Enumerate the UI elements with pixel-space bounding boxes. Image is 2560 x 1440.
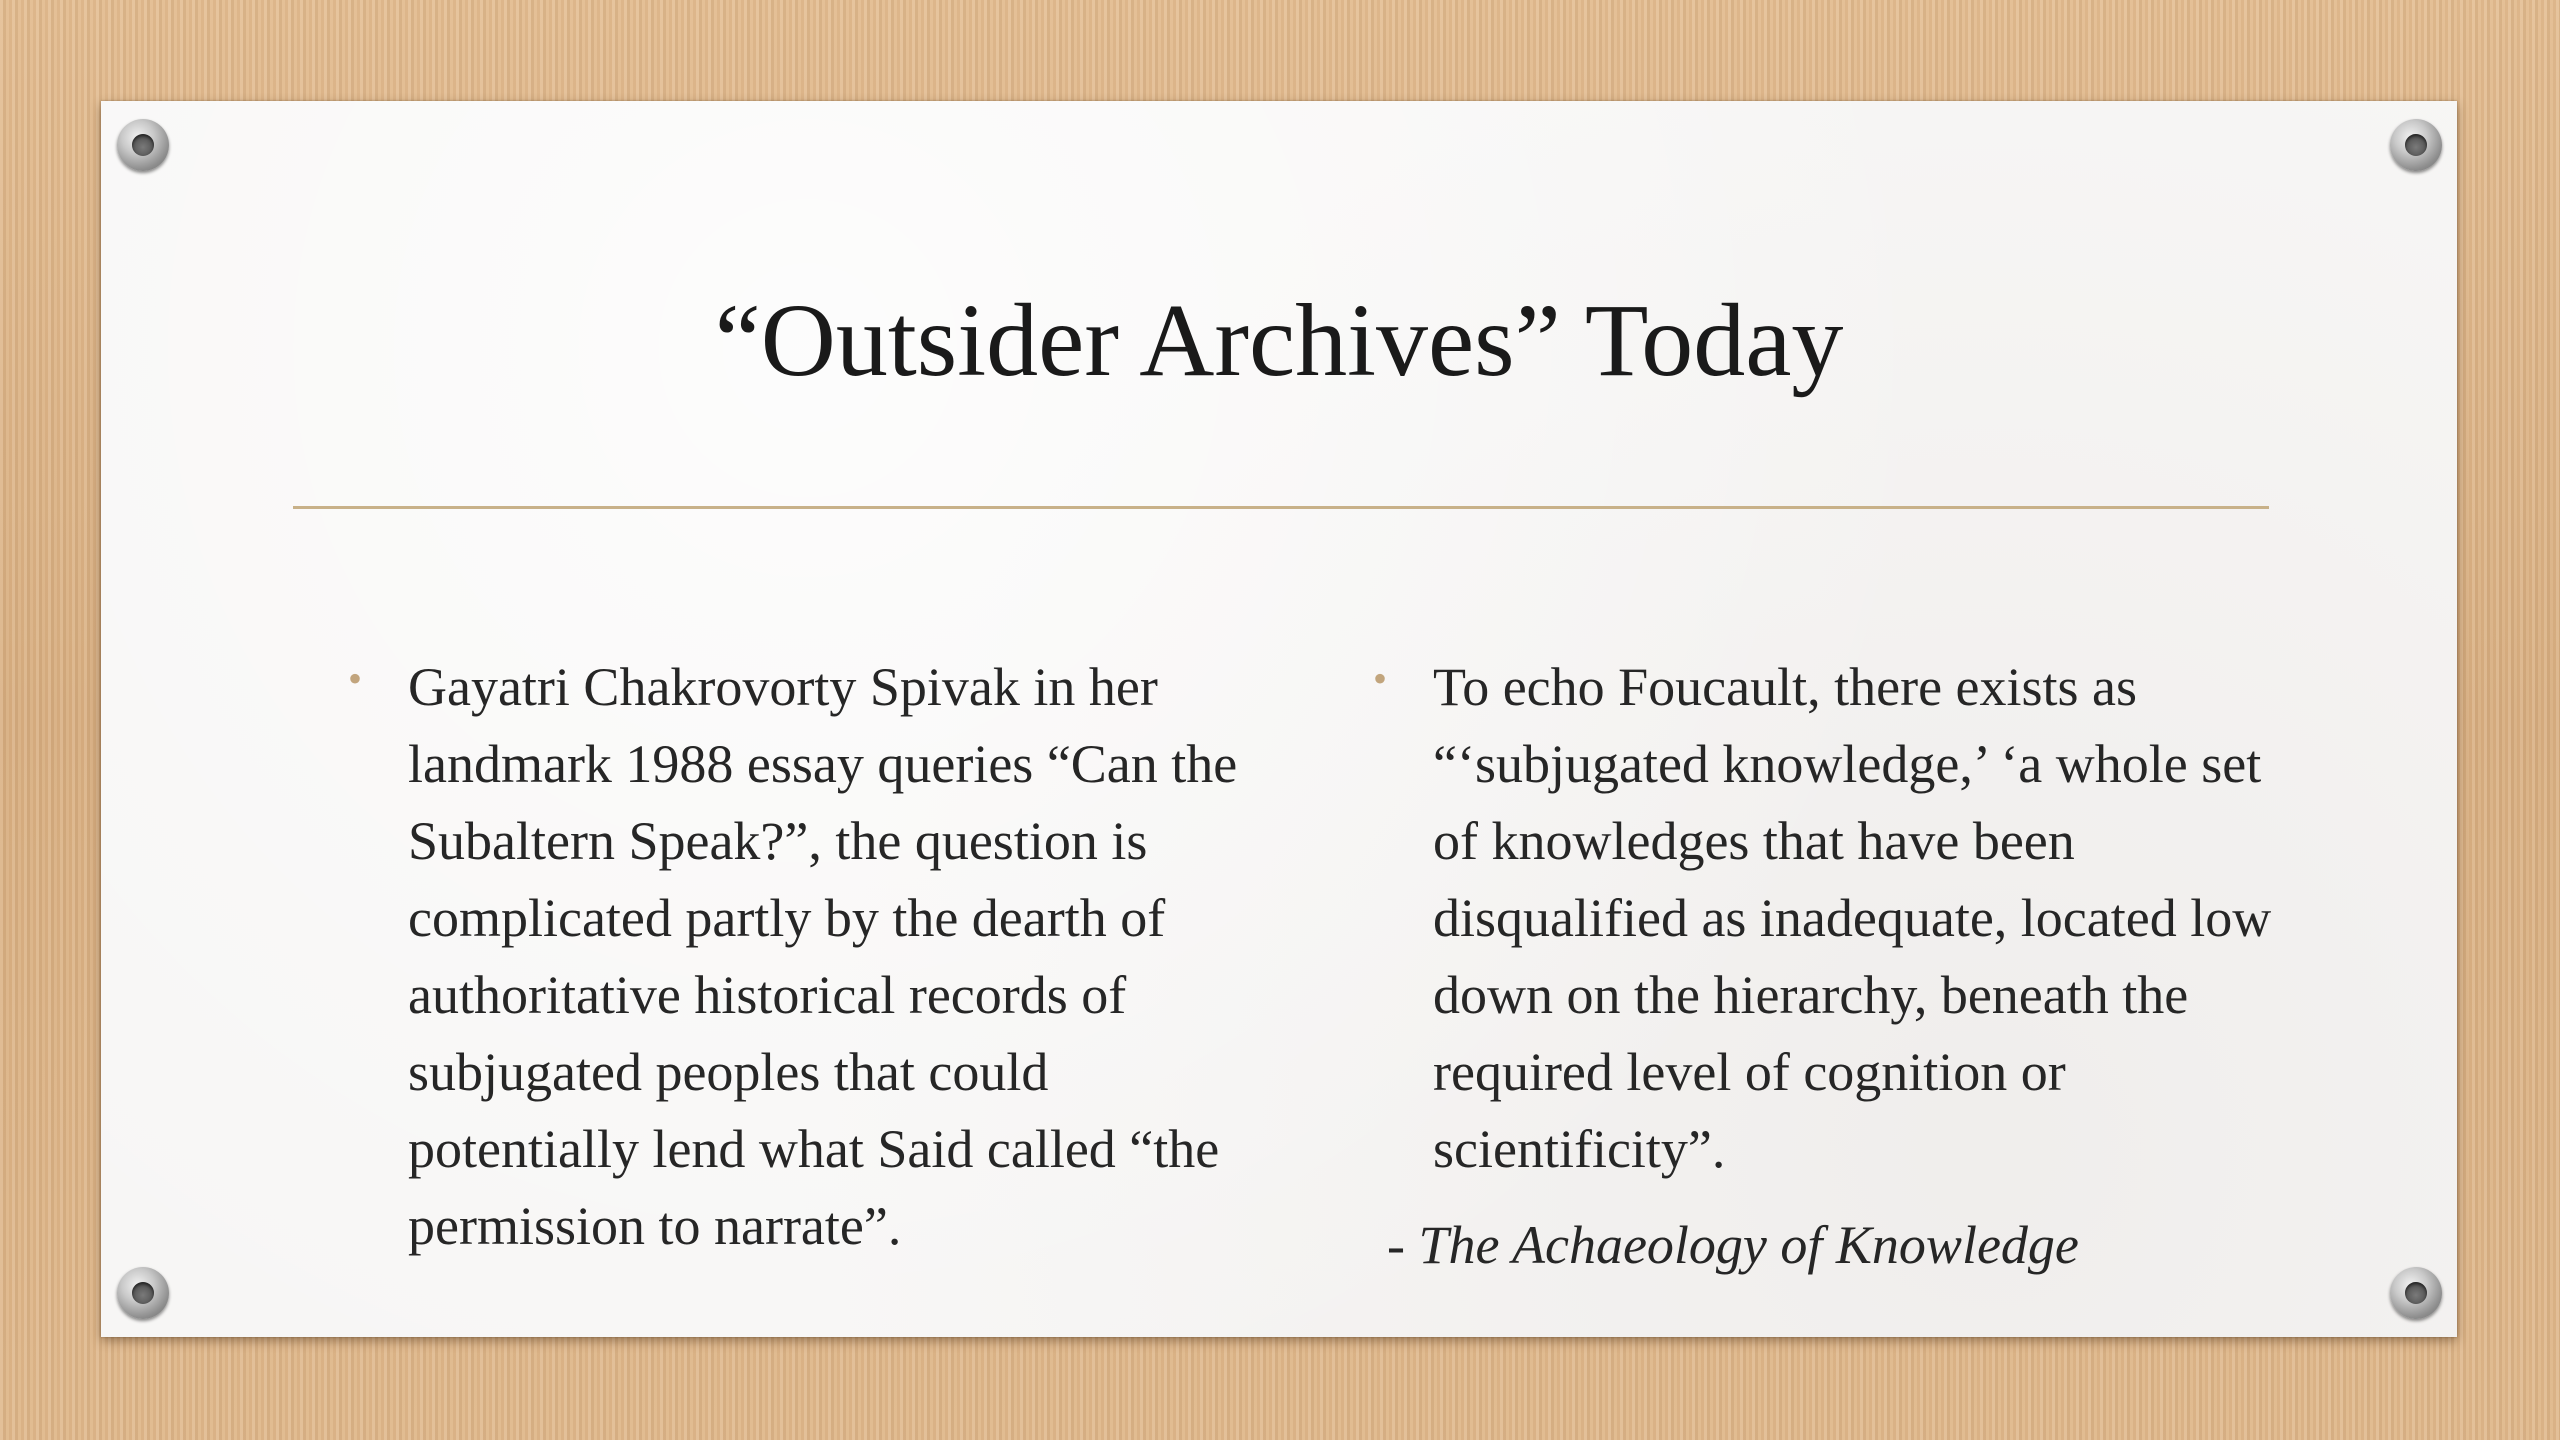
grommet-bottom-right <box>2390 1267 2442 1319</box>
citation-dash: - <box>1387 1215 1419 1275</box>
grommet-bottom-left <box>117 1267 169 1319</box>
title-divider <box>293 506 2269 509</box>
bullet-text-spivak: Gayatri Chakrovorty Spivak in her landmark 1988 essay queries “Can the Subaltern Speak?”, the question is complicated partly by the dearth of authoritative historical records of subjugated peoples that could potentially lend what Said called “the permission to narrate”. <box>408 657 1238 1256</box>
bullet-item-foucault <box>1373 649 2273 1188</box>
bullet-icon: • <box>1373 656 1388 701</box>
citation-title: The Achaeology of Knowledge <box>1418 1215 2079 1275</box>
left-content-column[interactable] <box>348 649 1248 1265</box>
bullet-text-foucault: To echo Foucault, there exists as “‘subjugated knowledge,’ ‘a whole set of knowledges that have been disqualified as inadequate, located low down on the hierarchy, beneath the required level of cognition or scientificity”. <box>1433 657 2272 1179</box>
right-content-column[interactable] <box>1373 649 2273 1280</box>
bullet-item-spivak <box>348 649 1248 1265</box>
grommet-top-left <box>117 119 169 171</box>
slide-card <box>101 101 2457 1337</box>
bullet-icon: • <box>348 656 363 701</box>
citation <box>1373 1210 2273 1280</box>
slide-title[interactable]: “Outsider Archives” Today <box>714 283 1844 398</box>
grommet-top-right <box>2390 119 2442 171</box>
